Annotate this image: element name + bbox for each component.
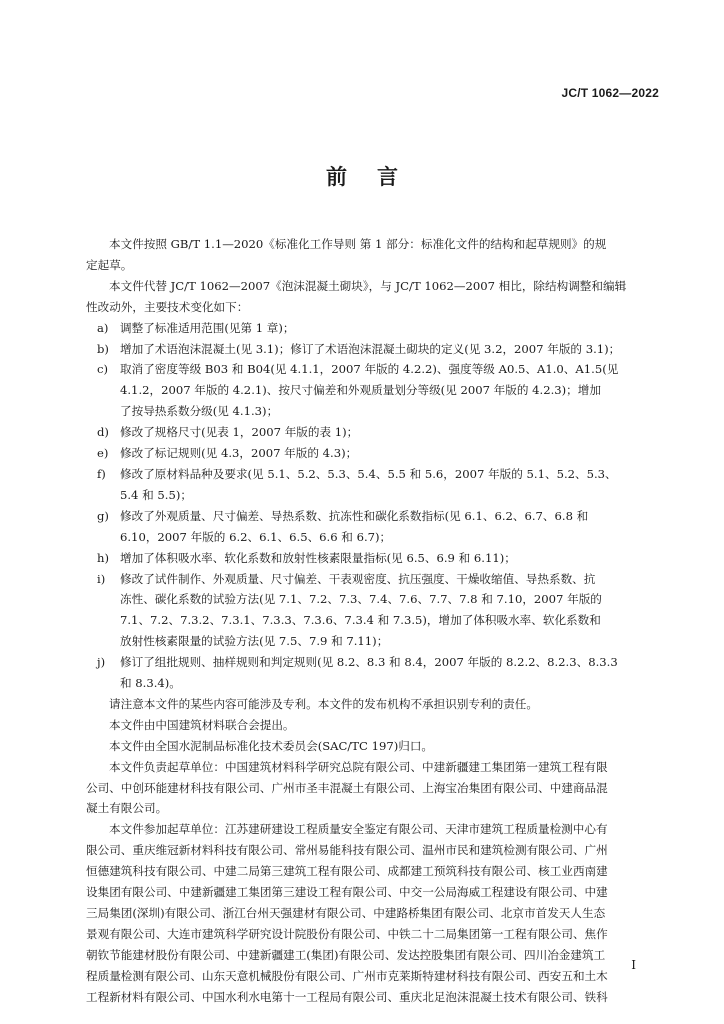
item-label: j) (97, 655, 106, 670)
item-line: 调整了标准适用范围(见第 1 章)； (120, 320, 295, 335)
item-line: 了按导热系数分级(见 4.1.3)； (120, 404, 279, 419)
item-label: e) (97, 446, 109, 461)
item-line: 取消了密度等级 B03 和 B04(见 4.1.1，2007 年版的 4.2.2)、强度等级 A0.5、A1.0、A1.5(见 (120, 362, 619, 377)
item-label: a) (97, 320, 109, 335)
participants-line1: 本文件参加起草单位：江苏建研建设工程质量安全鉴定有限公司、天津市建筑工程质量检测中心有 (109, 822, 608, 837)
participants-line2: 限公司、重庆维冠新材料科技有限公司、常州易能科技有限公司、温州市民和建筑检测有限公司、广州 (86, 843, 608, 858)
item-label: f) (97, 466, 106, 481)
page-number: I (631, 958, 636, 972)
participants-line5: 三局集团(深圳)有限公司、浙江台州天强建材有限公司、中建路桥集团有限公司、北京市首发天人生态 (86, 906, 606, 920)
item-label: c) (97, 362, 109, 377)
item-line: 和 8.3.4)。 (120, 676, 181, 691)
item-label: g) (97, 508, 109, 523)
item-line: 放射性核素限量的试验方法(见 7.5、7.9 和 7.11)； (120, 634, 389, 649)
change-item-c (86, 359, 656, 422)
item-label: i) (97, 571, 106, 586)
item-line: 增加了术语泡沫混凝土(见 3.1)；修订了术语泡沫混凝土砌块的定义(见 3.2，2007 年版的 3.1)； (120, 341, 621, 356)
change-item-f (86, 464, 656, 506)
intro-p1-line1: 本文件按照 GB/T 1.1—2020《标准化工作导则 第 1 部分：标准化文件的结构和起草规则》的规 (109, 237, 607, 251)
title-char-1: 前 (326, 165, 347, 189)
item-line: 增加了体积吸水率、软化系数和放射性核素限量指标(见 6.5、6.9 和 6.11)； (120, 550, 516, 565)
item-line: 修改了原材料品种及要求(见 5.1、5.2、5.3、5.4、5.5 和 5.6，2007 年版的 5.1、5.2、5.3、 (120, 466, 617, 481)
change-item-j (86, 652, 656, 694)
item-line: 4.1.2，2007 年版的 4.2.1)、按尺寸偏差和外观质量划分等级(见 2007 年版的 4.2.3)；增加 (120, 383, 601, 398)
item-line: 7.1、7.2、7.3.2、7.3.1、7.3.3、7.3.6、7.3.4 和 7.3.5)，增加了体积吸水率、软化系数和 (120, 613, 601, 628)
change-item-h (86, 548, 656, 569)
participants-line7: 朝钦节能建材股份有限公司、中建新疆建工(集团)有限公司、发达控股集团有限公司、四川冶金建筑工 (86, 947, 606, 962)
change-item-e (86, 443, 656, 464)
item-line: 修改了标记规则(见 4.3，2007 年版的 4.3)； (120, 446, 358, 461)
change-item-i (86, 569, 656, 653)
drafters-line1: 本文件负责起草单位：中国建筑材料科学研究总院有限公司、中建新疆建工集团第一建筑工程有限 (109, 759, 608, 774)
item-line: 6.10，2007 年版的 6.2、6.1、6.5、6.6 和 6.7)； (120, 529, 392, 544)
item-label: d) (97, 425, 109, 440)
item-line: 修改了规格尺寸(见表 1，2007 年版的表 1)； (120, 425, 359, 440)
managed-by: 本文件由全国水泥制品标准化技术委员会(SAC/TC 197)归口。 (109, 738, 434, 753)
participants-line9: 工程新材料有限公司、中国水利水电第十一工程局有限公司、重庆北足泡沫混凝土技术有限公司、铁科 (86, 989, 608, 1004)
item-line: 冻性、碳化系数的试验方法(见 7.1、7.2、7.3、7.4、7.6、7.7、7.8 和 7.10，2007 年版的 (120, 592, 602, 607)
participants-line4: 设集团有限公司、中建新疆建工集团第三建设工程有限公司、中交一公局海威工程建设有限公司、中建 (86, 885, 608, 900)
page-title (0, 161, 724, 191)
change-item-g (86, 506, 656, 548)
participants-line6: 景观有限公司、大连市建筑科学研究设计院股份有限公司、中铁二十二局集团第一工程有限公司、焦作 (86, 926, 608, 941)
proposed-by: 本文件由中国建筑材料联合会提出。 (109, 717, 295, 732)
intro-p2-line1: 本文件代替 JC/T 1062—2007《泡沫混凝土砌块》，与 JC/T 1062—2007 相比，除结构调整和编辑 (109, 278, 627, 293)
change-item-a (86, 318, 656, 339)
participants-line3: 恒德建筑科技有限公司、中建二局第三建筑工程有限公司、成都建工预筑科技有限公司、核工业西南建 (86, 864, 608, 879)
intro-p2-line2: 性改动外，主要技术变化如下： (86, 299, 249, 314)
item-line: 5.4 和 5.5)； (120, 487, 192, 502)
change-item-d (86, 422, 656, 443)
title-char-2: 言 (377, 165, 398, 189)
item-line: 修改了试件制作、外观质量、尺寸偏差、干表观密度、抗压强度、干燥收缩值、导热系数、抗 (120, 571, 596, 586)
patent-notice: 请注意本文件的某些内容可能涉及专利。本文件的发布机构不承担识别专利的责任。 (109, 696, 538, 711)
item-label: b) (97, 341, 109, 356)
drafters-line3: 凝土有限公司。 (86, 801, 168, 816)
item-label: h) (97, 550, 109, 565)
item-line: 修改了外观质量、尺寸偏差、导热系数、抗冻性和碳化系数指标(见 6.1、6.2、6.7、6.8 和 (120, 508, 589, 523)
drafters-line2: 公司、中创环能建材科技有限公司、广州市圣丰混凝土有限公司、上海宝冶集团有限公司、中建商品混 (86, 780, 608, 795)
standard-code: JC/T 1062—2022 (561, 86, 659, 100)
item-line: 修订了组批规则、抽样规则和判定规则(见 8.2、8.3 和 8.4，2007 年版的 8.2.2、8.2.3、8.3.3 (120, 655, 618, 670)
preface-body (86, 234, 656, 1008)
intro-p1-line2: 定起草。 (86, 257, 133, 272)
change-item-b (86, 339, 656, 360)
participants-line8: 程质量检测有限公司、山东天意机械股份有限公司、广州市克莱斯特建材科技有限公司、西安五和土木 (86, 968, 608, 983)
